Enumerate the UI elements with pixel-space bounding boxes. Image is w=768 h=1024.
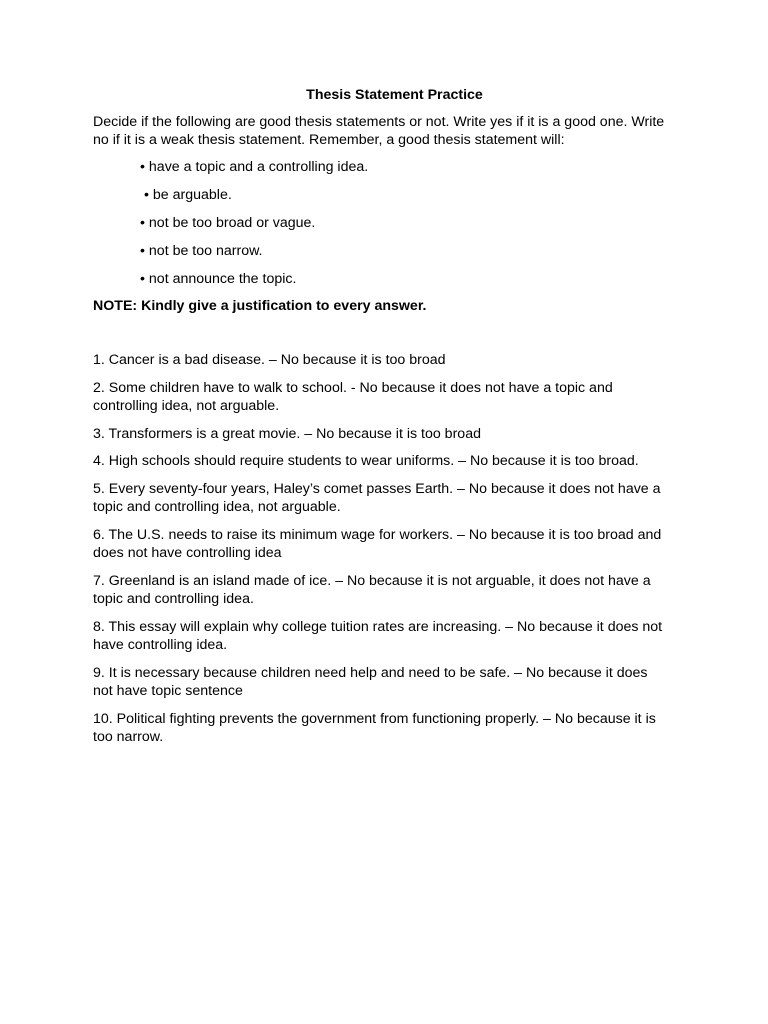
answer-item: 3. Transformers is a great movie. – No because it is too broad bbox=[93, 425, 481, 442]
answer-item: 1. Cancer is a bad disease. – No because it is too broad bbox=[93, 352, 446, 368]
answers-list bbox=[93, 351, 668, 747]
answer-item: 2. Some children have to walk to school. - No because it does not have a topic and controlling idea, not arguable. bbox=[93, 379, 613, 414]
criteria-list bbox=[93, 158, 668, 289]
intro-paragraph: Decide if the following are good thesis statements or not. Write yes if it is a good one. Write no if it is a weak thesis statement. Remember, a good thesis statement will: bbox=[93, 113, 665, 148]
criteria-item: • not be too narrow. bbox=[140, 242, 263, 259]
answer-item: 6. The U.S. needs to raise its minimum wage for workers. – No because it is too broad and does not have controlling idea bbox=[93, 526, 662, 561]
document-title: Thesis Statement Practice bbox=[306, 87, 483, 103]
answer-item: 4. High schools should require students to wear uniforms. – No because it is too broad. bbox=[93, 453, 639, 469]
answer-item: 5. Every seventy-four years, Haley’s comet passes Earth. – No because it does not have a topic and controlling idea, not arguable. bbox=[93, 480, 661, 515]
criteria-item: • be arguable. bbox=[144, 186, 232, 203]
answer-item: 9. It is necessary because children need help and need to be safe. – No because it does not have topic sentence bbox=[93, 664, 648, 699]
note-text: NOTE: Kindly give a justification to every answer. bbox=[93, 297, 427, 314]
criteria-item: • not announce the topic. bbox=[140, 270, 297, 287]
criteria-item: • not be too broad or vague. bbox=[140, 214, 316, 231]
answer-item: 8. This essay will explain why college tuition rates are increasing. – No because it does not have controlling idea. bbox=[93, 618, 663, 653]
answer-item: 7. Greenland is an island made of ice. – No because it is not arguable, it does not have a topic and controlling idea. bbox=[93, 572, 651, 607]
criteria-item: • have a topic and a controlling idea. bbox=[140, 158, 369, 175]
answer-item: 10. Political fighting prevents the government from functioning properly. – No because it is too narrow. bbox=[93, 710, 656, 745]
